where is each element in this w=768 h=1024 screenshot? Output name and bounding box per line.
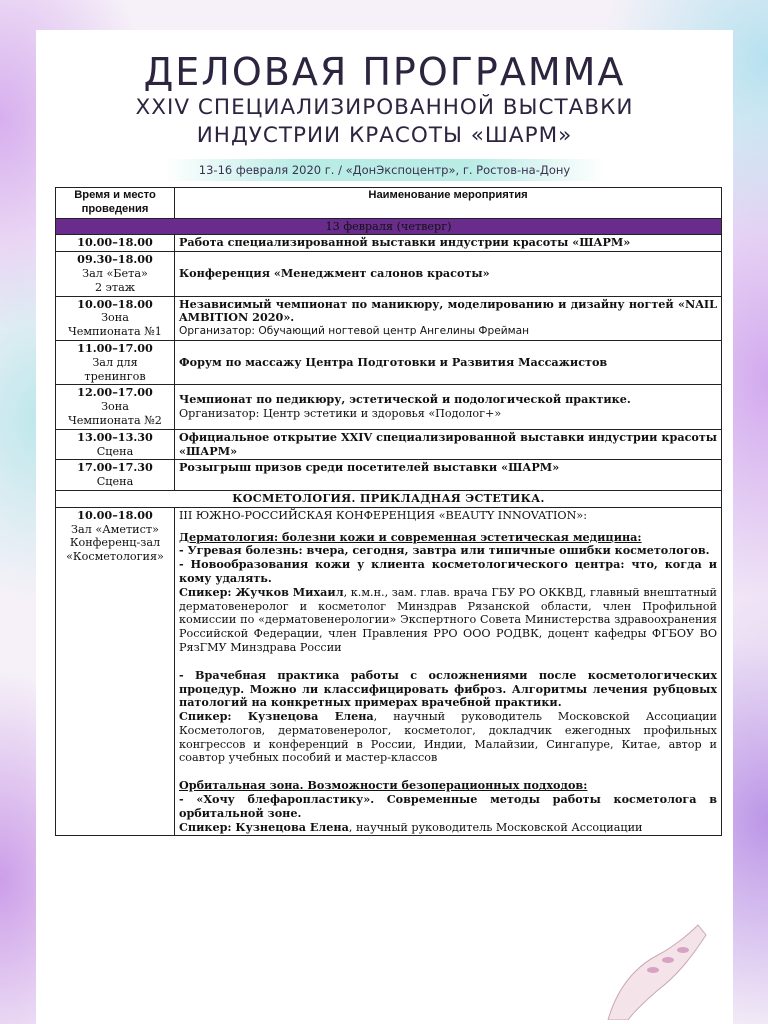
row-organizer: Организатор: Обучающий ногтевой центр Ангелины Фрейман [179,325,530,338]
table-row [56,235,722,252]
row-place: Зал «Бета» 2 этаж [82,266,148,294]
row-place: Сцена [96,444,134,458]
table-row [56,460,722,491]
table-row [56,385,722,429]
speaker-label: Спикер: Жучков Михаил [179,584,344,599]
row-time-place [56,340,175,384]
table-row [56,340,722,384]
speaker-label: Спикер: Кузнецова Елена [179,819,349,834]
row-time: 13.00–13.30 [77,429,153,444]
topic-heading: Дерматология: болезни кожи и современная эстетическая медицина: [179,529,642,544]
topic-item: - Угревая болезнь: вчера, сегодня, завтра или типичные ошибки косметологов. [179,543,710,558]
row-time-place [56,507,175,836]
conference-title: III ЮЖНО-РОССИЙСКАЯ КОНФЕРЕНЦИЯ «BEAUTY INNOVATION»: [179,508,588,522]
table-row [56,296,722,340]
page-title: ДЕЛОВАЯ ПРОГРАММА [143,50,626,94]
row-time-place [56,296,175,340]
schedule-table [55,187,722,836]
row-time-place [56,460,175,491]
row-event: Конференция «Менеджмент салонов красоты» [175,252,722,296]
row-time: 11.00–17.00 [77,340,153,355]
table-header-row [56,188,722,219]
row-time: 10.00–18.00 [56,235,175,252]
row-time: 10.00–18.00 [77,507,153,522]
row-event: Форум по массажу Центра Подготовки и Развития Массажистов [175,340,722,384]
row-time-place [56,429,175,460]
speaker-label: Спикер: Кузнецова Елена [179,709,374,724]
row-time: 12.00–17.00 [77,385,153,400]
row-place-hall: Конференц-зал «Косметология» [66,536,164,564]
day-heading: 13 февраля (четверг) [56,218,722,235]
row-time: 09.30–18.00 [77,252,153,267]
row-event: Работа специализированной выставки индустрии красоты «ШАРМ» [175,235,722,252]
day-heading-row [56,218,722,235]
table-row [56,429,722,460]
speaker-bio: , научный руководитель Московской Ассоциации Косметологов, дерматовенеролог, косметолог, докладчик ежегодных профильных конгрессов и конференций в России, Индии, Малайзии, Сингапуре, Китае, автор и соавтор учебных пособий и мастер-классов [179,710,717,765]
speaker-bio: , к.м.н., зам. глав. врача ГБУ РО ОККВД, главный внештатный дерматовенеролог и косметолог Минздрав Рязанской области, член Профильной комиссии по «дерматовенерологии» Экспертного Совета Министерства здравоохранения Российской Федерации, член Правления РРО ООО РОДВК, доцент кафедры ФГБОУ ВО РязГМУ Минздрава России [179,585,717,654]
row-organizer: Организатор: Центр эстетики и здоровья «Подолог+» [179,407,502,421]
row-time-place [56,252,175,296]
header-time-place: Время и место проведения [56,188,175,219]
header-event-name: Наименование мероприятия [175,188,722,219]
row-event: Официальное открытие XXIV специализированной выставки индустрии красоты «ШАРМ» [175,429,722,460]
topic-item: - «Хочу блефаропластику». Современные методы работы косметолога в орбитальной зоне. [179,792,717,820]
row-time: 10.00–18.00 [77,296,153,311]
row-place: Сцена [96,475,134,489]
event-dates: 13-16 февраля 2020 г. / «ДонЭкспоцентр», г. Ростов-на-Дону [165,159,605,181]
table-row [56,252,722,296]
row-event-cell [175,296,722,340]
row-place: Зона Чемпионата №2 [68,400,162,427]
row-place: Зона Чемпионата №1 [68,311,162,339]
row-event-cell [175,507,722,836]
row-event: Чемпионат по педикюру, эстетической и подологической практике. [179,392,631,407]
row-event: Розыгрыш призов среди посетителей выставки «ШАРМ» [175,460,722,491]
speaker-bio: , научный руководитель Московской Ассоциации [348,820,643,834]
row-place: Зал «Аметист» [71,522,159,536]
speaker-info [179,586,717,655]
page-subtitle-line2: ИНДУСТРИИ КРАСОТЫ «ШАРМ» [196,123,573,148]
topic-item: - Новообразования кожи у клиента косметологического центра: что, когда и кому удалять. [179,557,717,585]
speaker-info [179,821,717,835]
row-event: Независимый чемпионат по маникюру, моделированию и дизайну ногтей «NAIL AMBITION 2020». [179,296,717,325]
page-header [36,34,733,181]
topic-heading: Орбитальная зона. Возможности безоперационных подходов: [179,778,588,793]
row-event-cell [175,385,722,429]
section-heading-row [56,490,722,507]
row-time: 17.00–17.30 [77,460,153,475]
row-place: Зал для тренингов [84,355,146,383]
speaker-info [179,710,717,765]
page-subtitle-line1: XXIV СПЕЦИАЛИЗИРОВАННОЙ ВЫСТАВКИ [135,95,634,120]
row-time-place [56,385,175,429]
section-heading: КОСМЕТОЛОГИЯ. ПРИКЛАДНАЯ ЭСТЕТИКА. [56,490,722,507]
decorative-hand-illustration [598,905,708,1020]
topic-item: - Врачебная практика работы с осложнениями после косметологических процедур. Можно ли классифицировать фиброз. Алгоритмы лечения рубцовых патологий на конкретных примерах врачебной практики. [179,667,717,710]
table-row [56,507,722,836]
